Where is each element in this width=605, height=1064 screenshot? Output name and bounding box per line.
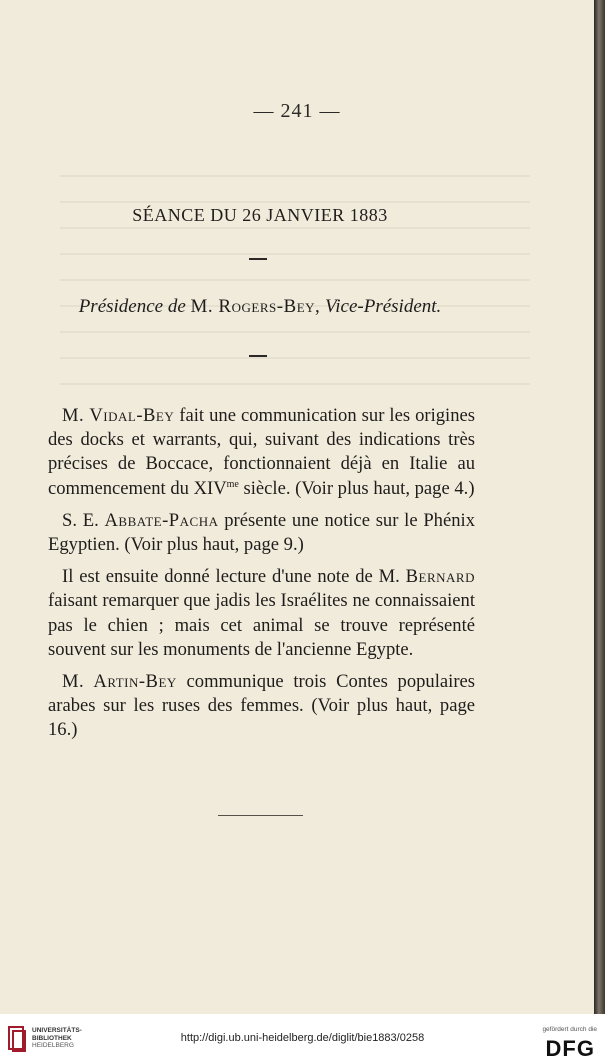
paragraph-vidal — [48, 404, 475, 501]
dfg-logo: DFG — [545, 1036, 595, 1061]
superscript: me — [226, 478, 239, 490]
speaker-name: M. Vidal-Bey — [62, 405, 175, 426]
paragraph-artin — [48, 670, 475, 743]
paragraph-text: siècle. (Voir plus haut, page 4.) — [238, 477, 475, 499]
speaker-name: Abbate-Pacha — [104, 509, 219, 531]
speaker-name: M. Artin-Bey — [62, 671, 177, 693]
paragraph-text: Il est ensuite donné lecture d'une note de M. — [62, 566, 406, 588]
presidence-line — [0, 296, 520, 318]
page-edge-shadow — [594, 0, 605, 1014]
permalink-url[interactable]: http://digi.ub.uni-heidelberg.de/diglit/bie1883/0258 — [180, 1032, 425, 1044]
paragraph-abbate — [48, 509, 475, 557]
honorific: S. E. — [62, 509, 105, 531]
funder-caption: gefördert durch die — [542, 1026, 597, 1033]
separator-rule-2 — [249, 355, 267, 357]
library-line-3: HEIDELBERG — [32, 1042, 74, 1049]
separator-rule-1 — [249, 258, 267, 260]
paragraph-text: présente une notice sur le Phénix Egyptien. (Voir plus haut, page 9.) — [48, 509, 475, 556]
paragraph-text: faisant remarquer que jadis les Israélites ne connaissaient pas le chien ; mais cet animal se trouve représenté souvent sur les monuments de l'ancienne Egypte. — [48, 590, 475, 660]
paragraph-text: communique trois Contes populaires arabes sur les ruses des femmes. (Voir plus haut, page 16.) — [48, 671, 475, 741]
speaker-name: Bernard — [405, 566, 475, 588]
paragraph-bernard — [48, 565, 475, 662]
presidence-prefix: Présidence de — [78, 296, 186, 317]
president-role: Vice-Président. — [325, 296, 442, 317]
page-number: — 241 — — [253, 100, 341, 122]
president-name: M. Rogers-Bey, — [190, 296, 321, 317]
session-heading: SÉANCE DU 26 JANVIER 1883 — [132, 205, 388, 225]
paragraph-text: fait une communication sur les origines des docks et warrants, qui, suivant des indications très précises de Boccace, fonctionnaient déjà en Italie au commencement du XIV — [48, 405, 475, 499]
end-rule — [218, 815, 303, 816]
library-line-2: BIBLIOTHEK — [32, 1034, 72, 1042]
library-line-1: UNIVERSITÄTS- — [32, 1027, 82, 1034]
minutes-body — [48, 404, 475, 751]
